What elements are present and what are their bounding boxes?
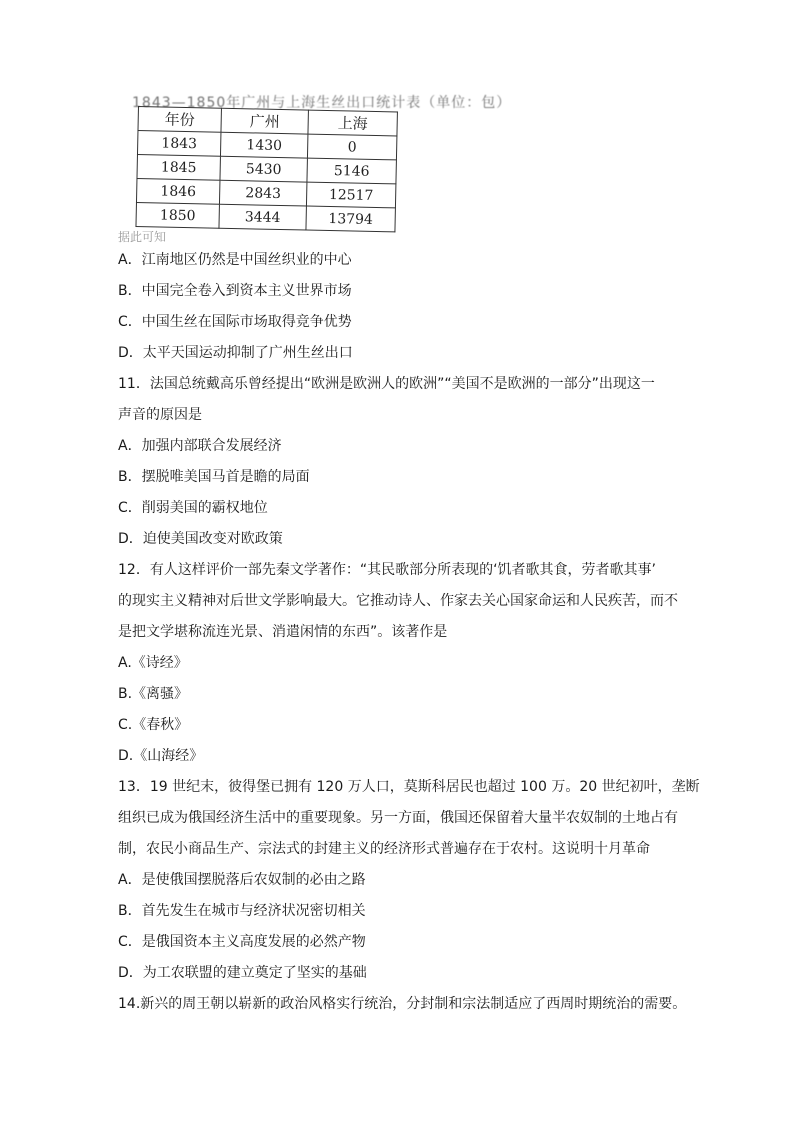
question-stem-line: 14.新兴的周王朝以崭新的政治风格实行统治，分封制和宗法制适应了西周时期统治的需要。 — [118, 996, 687, 1012]
column-header-guangzhou: 广州 — [221, 108, 308, 134]
question-stem-line: 12．有人这样评价一部先秦文学著作：“其民歌部分所表现的‘饥者歌其食，劳者歌其事’ — [118, 562, 656, 578]
question-stem-line: 声音的原因是 — [118, 407, 202, 423]
table-cell: 5146 — [307, 158, 396, 184]
table-cell: 1845 — [137, 154, 220, 180]
option-b: B.《离骚》 — [118, 686, 189, 702]
question-10-options — [118, 245, 683, 369]
question-stem-line: 的现实主义精神对后世文学影响最大。它推动诗人、作家去关心国家命运和人民疾苦，而不 — [118, 593, 678, 609]
option-d: D.《山海经》 — [118, 748, 204, 764]
option-c: C．是俄国资本主义高度发展的必然产物 — [118, 934, 366, 950]
table-cell: 1850 — [136, 202, 219, 228]
table-cell: 5430 — [220, 156, 307, 182]
column-header-year: 年份 — [138, 107, 221, 133]
table-cell: 0 — [307, 134, 396, 160]
table-row — [136, 202, 395, 231]
question-13 — [118, 772, 700, 989]
option-c: C．中国生丝在国际市场取得竞争优势 — [118, 314, 352, 330]
option-d: D．迫使美国改变对欧政策 — [118, 531, 283, 547]
question-stem-line: 11．法国总统戴高乐曾经提出“欧洲是欧洲人的欧洲”“美国不是欧洲的一部分”出现这一 — [118, 376, 655, 392]
option-a: A．江南地区仍然是中国丝织业的中心 — [118, 252, 352, 268]
question-stem-line: 组织已成为俄国经济生活中的重要现象。另一方面，俄国还保留着大量半农奴制的土地占有 — [118, 810, 678, 826]
table-cell: 12517 — [306, 182, 395, 208]
question-11 — [118, 369, 683, 555]
table-cell: 2843 — [219, 180, 306, 206]
option-b: B．摆脱唯美国马首是瞻的局面 — [118, 469, 310, 485]
table-cell: 1430 — [220, 132, 307, 158]
option-a: A．加强内部联合发展经济 — [118, 438, 282, 454]
question-12 — [118, 555, 683, 772]
option-d: D．太平天国运动抑制了广州生丝出口 — [118, 345, 353, 361]
option-b: B．首先发生在城市与经济状况密切相关 — [118, 903, 366, 919]
question-stem-line: 13．19 世纪末，彼得堡已拥有 120 万人口，莫斯科居民也超过 100 万。20 世纪初叶，垄断 — [118, 779, 700, 795]
question-content — [118, 245, 700, 1020]
column-header-shanghai: 上海 — [308, 110, 397, 136]
option-c: C.《春秋》 — [118, 717, 189, 733]
silk-export-table — [135, 106, 397, 232]
question-stem-line: 是把文学堪称流连光景、消遣闲情的东西”。该著作是 — [118, 624, 448, 640]
cropped-text-fragment: 据此可知 — [118, 230, 167, 244]
silk-export-table-figure — [132, 92, 512, 240]
option-a: A．是使俄国摆脱落后农奴制的必由之路 — [118, 872, 366, 888]
option-b: B．中国完全卷入到资本主义世界市场 — [118, 283, 352, 299]
question-14 — [118, 989, 687, 1020]
table-cell: 13794 — [306, 206, 395, 232]
table-caption-fragment: 1843—1850年广州与上海生丝出口统计表（单位：包） — [132, 95, 512, 111]
table-cell: 1846 — [136, 178, 219, 204]
table-cell: 1843 — [137, 131, 220, 157]
table-cell: 3444 — [219, 204, 306, 230]
option-c: C．削弱美国的霸权地位 — [118, 500, 268, 516]
option-d: D．为工农联盟的建立奠定了坚实的基础 — [118, 965, 367, 981]
question-stem-line: 制，农民小商品生产、宗法式的封建主义的经济形式普遍存在于农村。这说明十月革命 — [118, 841, 650, 857]
option-a: A.《诗经》 — [118, 655, 188, 671]
